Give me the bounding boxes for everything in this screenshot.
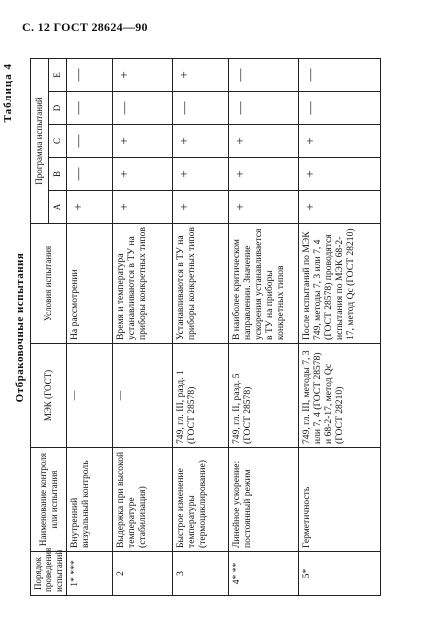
row-mark: — <box>173 92 229 125</box>
row-name: Линейное ускорение: постоянный режим <box>229 448 299 552</box>
row-mark: + <box>229 191 299 224</box>
row-order: 3 <box>173 552 229 596</box>
program-letter: C <box>49 125 67 158</box>
row-name: Герметичность <box>299 448 381 552</box>
col-conditions-header: Условия испытания <box>31 224 67 344</box>
col-program-header: Программа испытаний <box>31 58 49 223</box>
row-name: Внутренний визуальный контроль <box>67 448 113 552</box>
rotated-table-area <box>0 55 420 600</box>
row-iec: 749, гл. II, разд. 5 (ГОСТ 28578) <box>229 344 299 448</box>
row-conditions: В наиболее критическом направлении. Значение ускорения устанавливается в ТУ на приборы конкретных типов <box>229 224 299 344</box>
row-iec: 749, гл. III, разд. 1 (ГОСТ 28578) <box>173 344 229 448</box>
row-mark: — <box>229 92 299 125</box>
table-title: Отбраковочные испытания <box>14 252 26 403</box>
row-mark: + <box>229 158 299 191</box>
row-mark: + <box>113 158 173 191</box>
page-header: С. 12 ГОСТ 28624—90 <box>22 20 148 34</box>
table-row <box>229 58 299 595</box>
program-letter: E <box>49 58 67 91</box>
table-row <box>67 58 113 595</box>
program-letter: A <box>49 191 67 224</box>
row-iec: — <box>113 344 173 448</box>
col-order-header: Порядок проведения испытаний <box>31 552 67 596</box>
program-letter: B <box>49 158 67 191</box>
row-mark: — <box>67 158 113 191</box>
row-mark: + <box>67 191 113 224</box>
row-mark: + <box>173 191 229 224</box>
row-mark: — <box>299 58 381 91</box>
row-mark: — <box>299 92 381 125</box>
row-order: 1* *** <box>67 552 113 596</box>
row-mark: + <box>173 125 229 158</box>
row-iec: — <box>67 344 113 448</box>
header-row-1 <box>31 58 49 595</box>
row-order: 5* <box>299 552 381 596</box>
row-mark: — <box>67 125 113 158</box>
row-conditions: После испытаний по МЭК 749, методы 7, 3 или 7, 4 (ГОСТ 28578) проводятся испытания по МЭК 68-2-17, метод Qc (ГОСТ 28210) <box>299 224 381 344</box>
row-mark: — <box>67 58 113 91</box>
row-mark: + <box>173 158 229 191</box>
col-name-header: Наименование контроля или испытания <box>31 448 67 552</box>
row-mark: + <box>113 58 173 91</box>
row-order: 4* ** <box>229 552 299 596</box>
row-mark: + <box>229 125 299 158</box>
row-iec: 749, гл. III, методы 7, 3 или 7, 4 (ГОСТ 28578) и 68-2-17, метод Qc (ГОСТ 28210) <box>299 344 381 448</box>
row-order: 2 <box>113 552 173 596</box>
row-conditions: Устанавливаются в ТУ на приборы конкретных типов <box>173 224 229 344</box>
row-mark: — <box>229 58 299 91</box>
table-row <box>173 58 229 595</box>
row-name: Выдержка при высокой температуре (стабилизация) <box>113 448 173 552</box>
row-conditions: Время и температура устанавливаются в ТУ на приборы конкретных типов <box>113 224 173 344</box>
row-mark: — <box>67 92 113 125</box>
row-name: Быстрое изменение температуры (термоциклирование) <box>173 448 229 552</box>
row-mark: + <box>299 125 381 158</box>
col-iec-header: МЭК (ГОСТ) <box>31 344 67 448</box>
row-mark: + <box>113 191 173 224</box>
table-row <box>113 58 173 595</box>
screening-tests-table <box>30 58 381 596</box>
table-caption: Таблица 4 <box>2 63 14 123</box>
table-row <box>299 58 381 595</box>
row-mark: + <box>299 158 381 191</box>
row-mark: + <box>113 125 173 158</box>
row-mark: + <box>299 191 381 224</box>
program-letter: D <box>49 92 67 125</box>
row-conditions: На рассмотрении <box>67 224 113 344</box>
row-mark: + <box>173 58 229 91</box>
row-mark: — <box>113 92 173 125</box>
